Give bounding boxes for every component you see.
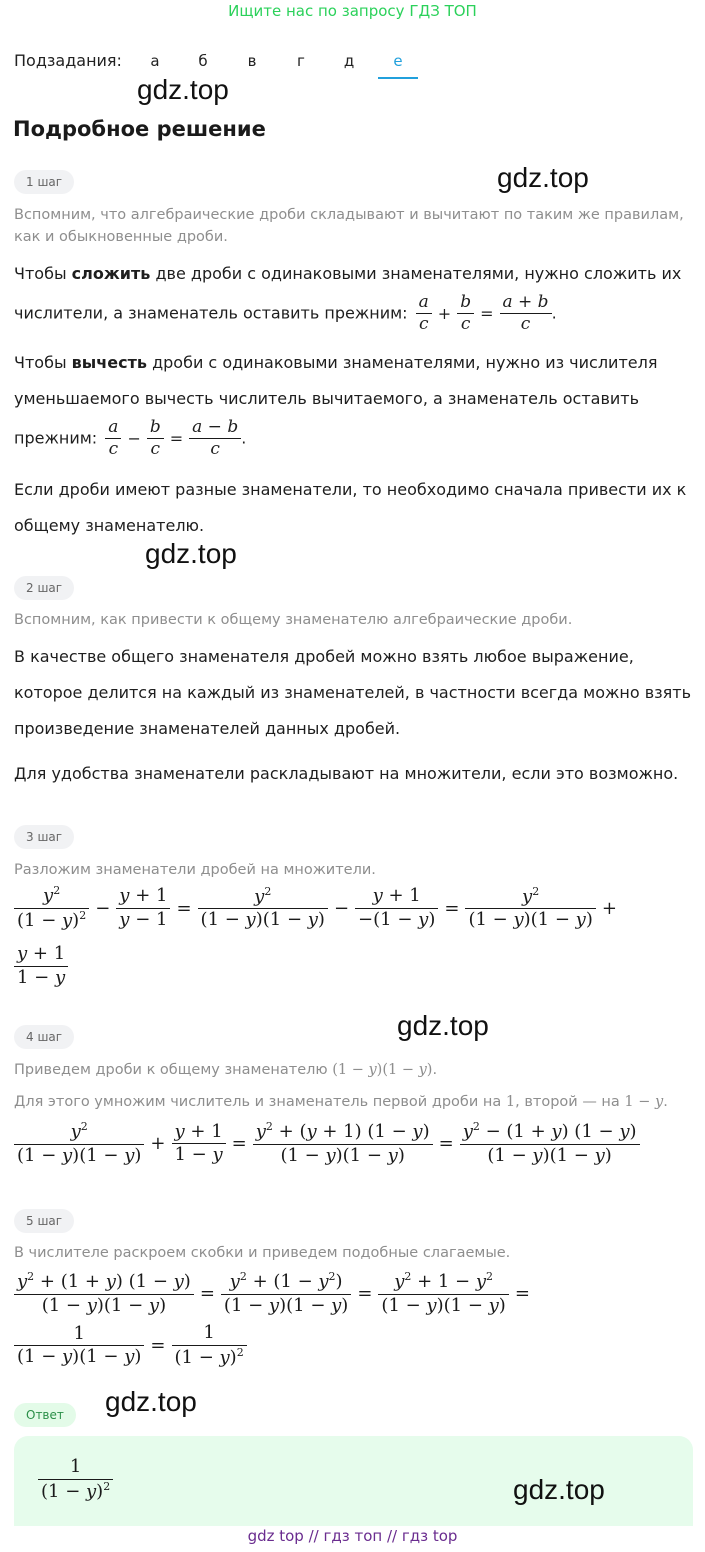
watermark: gdz.top [145,538,237,569]
step-badge-1: 1 шаг [14,170,74,194]
watermark: gdz.top [513,1474,605,1505]
subtask-tab-b[interactable]: б [198,52,208,70]
step-5-formula: $\frac{y^2 + (1 + y) (1 - y)}{(1 - y)(1 - y)}$ = $\frac{y^2 + (1 - y^2)}{(1 - y)(1 - y)}$ = $\frac{y^2 + 1 - y^2}{(1 - y)(1 - y)}$ = [14,1270,536,1317]
step-5-hint: В числителе раскроем скобки и приведем подобные слагаемые. [14,1245,511,1261]
step-1-hint: Вспомним, что алгебраические дроби складывают и вычитают по таким же правилам, как и обыкновенные дроби. [14,207,684,245]
watermark: gdz.top [397,1010,489,1041]
step-3-hint: Разложим знаменатели дробей на множители. [14,862,376,878]
step-1-subtract-rule: Чтобы вычесть дроби с одинаковыми знаменателями, нужно из числителя уменьшаемого вычесть числитель вычитаемого, а знаменатель оставить прежним: $\frac{a}{c}$ − $\frac{b}{c}$ = $\frac{a - b}{c}$ . [14,353,658,460]
answer-formula: $\frac{1}{(1 - y)^2}$ [38,1456,113,1503]
step-badge-5: 5 шаг [14,1209,74,1233]
watermark: gdz.top [137,74,229,105]
step-2-common-denominator: В качестве общего знаменателя дробей можно взять любое выражение, которое делится на каждый из знаменателей, в частности всегда можно взять произведение знаменателей данных дробей. [14,647,692,738]
step-4-formula: $\frac{y^2}{(1 - y)(1 - y)}$ + $\frac{y + 1}{1 - y}$ = $\frac{y^2 + (y + 1) (1 - y)}{(1 - y)(1 - y)}$ = $\frac{y^2 - (1 + y) (1 - y)}{(1 - y)(1 - y)}$ [14,1120,640,1167]
step-badge-3: 3 шаг [14,825,74,849]
subtask-tab-e[interactable]: е [393,52,403,70]
subtask-tab-a[interactable]: а [150,52,160,70]
step-3-formula: $\frac{y^2}{(1 - y)^2}$ − $\frac{y + 1}{y - 1}$ = $\frac{y^2}{(1 - y)(1 - y)}$ − $\frac{y + 1}{-(1 - y)}$ = $\frac{y^2}{(1 - y)(1 - y)}$ + [14,884,623,932]
watermark: gdz.top [497,162,589,193]
step-badge-4: 4 шаг [14,1025,74,1049]
step-badge-2: 2 шаг [14,576,74,600]
top-banner[interactable]: Ищите нас по запросу ГДЗ ТОП [228,2,477,20]
subtask-tab-g[interactable]: г [297,52,305,70]
step-3-formula-cont: $\frac{y + 1}{1 - y}$ [14,943,68,989]
step-5-formula-cont: $\frac{1}{(1 - y)(1 - y)}$ = $\frac{1}{(1 - y)^2}$ [14,1322,247,1369]
step-4-hint-1: Приведем дроби к общему знаменателю (1 − y)(1 − y). [14,1062,438,1078]
answer-badge: Ответ [14,1403,76,1427]
step-2-factor-note: Для удобства знаменатели раскладывают на множители, если это возможно. [14,764,679,783]
step-4-hint-2: Для этого умножим числитель и знаменатель первой дроби на 1, второй — на 1 − y. [14,1094,668,1110]
active-tab-indicator [378,77,418,79]
subtask-tab-v[interactable]: в [247,52,257,70]
watermark: gdz.top [105,1386,197,1417]
page-title: Подробное решение [13,117,266,141]
step-2-hint: Вспомним, как привести к общему знаменателю алгебраические дроби. [14,612,573,628]
subtasks-label: Подзадания: [14,51,122,70]
step-1-different-denominators: Если дроби имеют разные знаменатели, то необходимо сначала привести их к общему знаменателю. [14,480,687,535]
step-1-add-rule: Чтобы сложить две дроби с одинаковыми знаменателями, нужно сложить их числители, а знаменатель оставить прежним: $\frac{a}{c}$ + $\frac{b}{c}$ = $\frac{a + b}{c}$ . [14,264,682,335]
subtask-tab-d[interactable]: д [343,52,355,70]
footer-links[interactable]: gdz top // гдз топ // гдз top [247,1527,458,1545]
